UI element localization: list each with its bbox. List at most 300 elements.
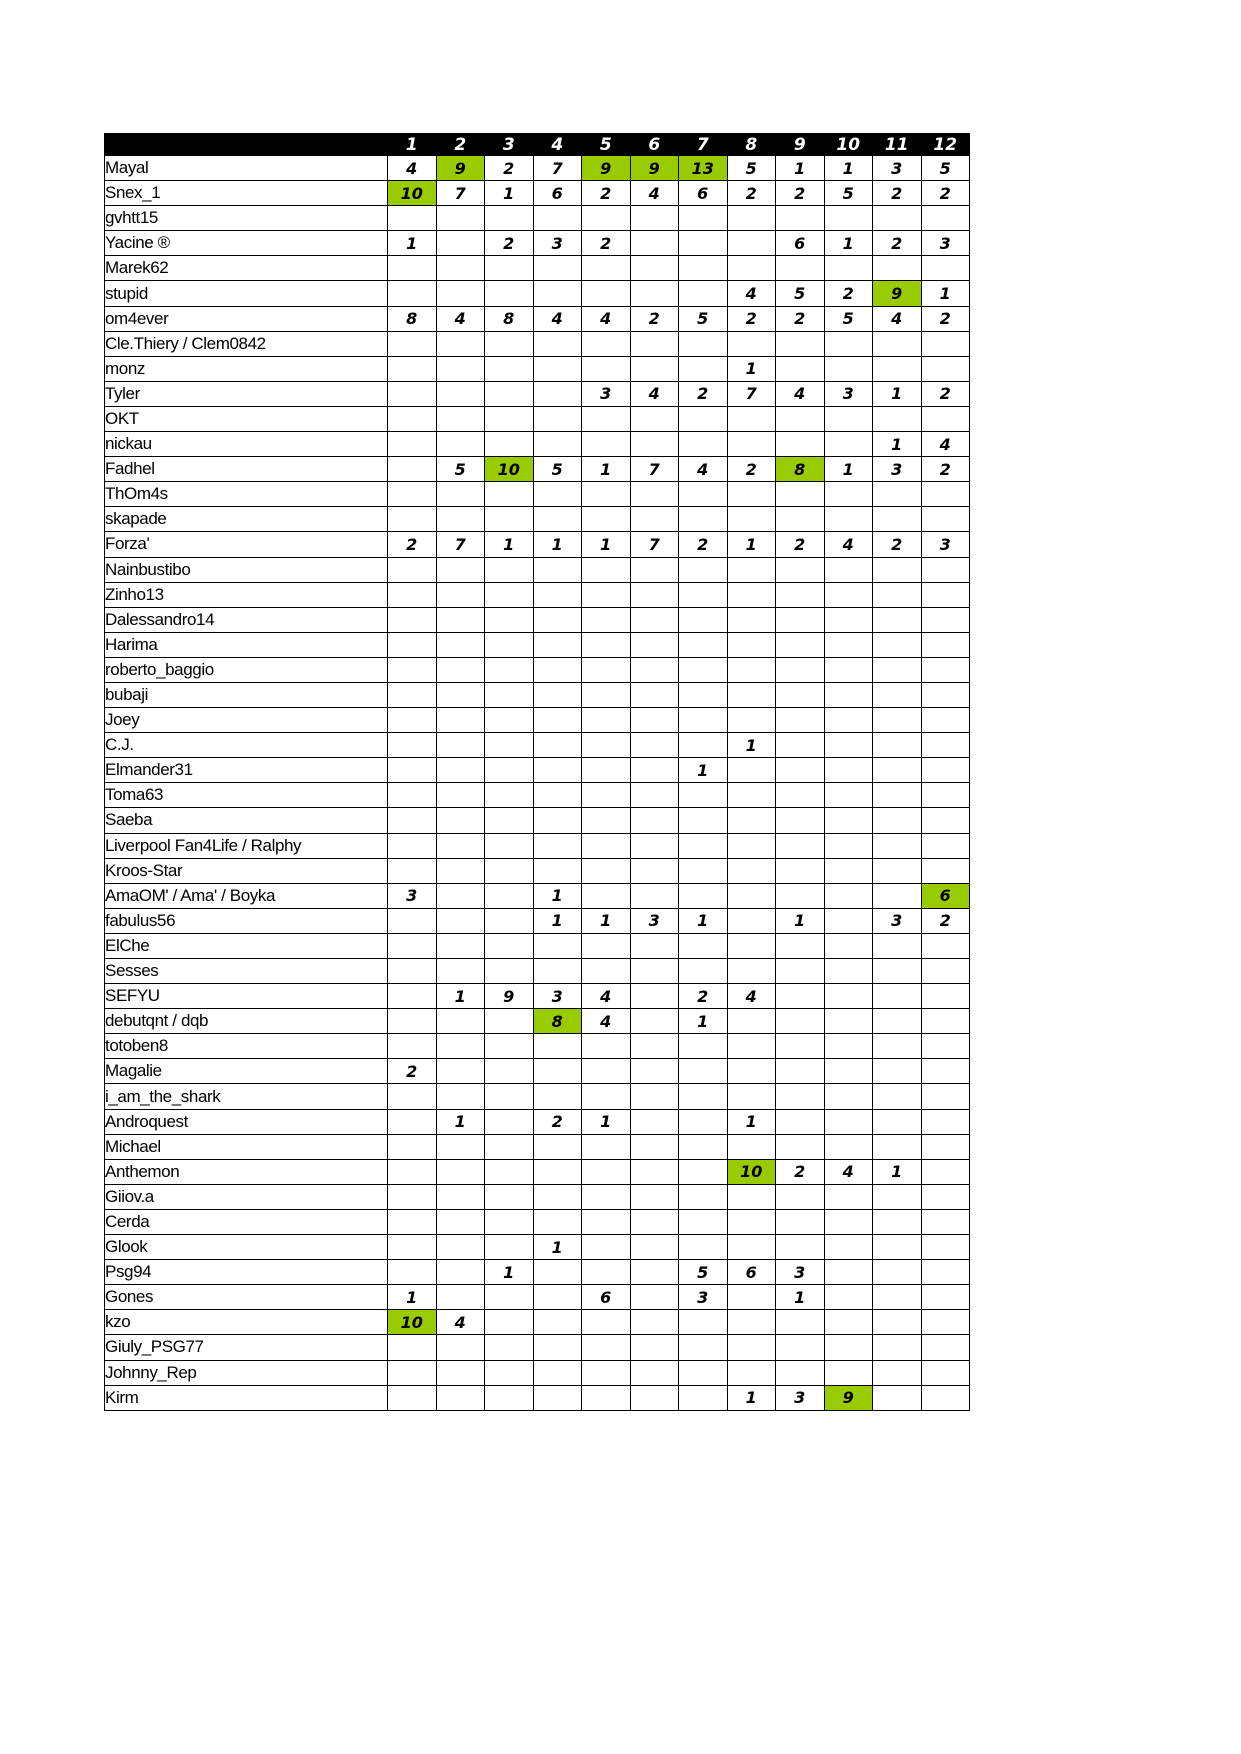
score-cell: 3 [630,908,679,933]
player-name: om4ever [105,306,388,331]
score-cell [582,406,631,431]
table-body [105,156,970,1411]
score-cell [630,858,679,883]
score-cell: 1 [679,758,728,783]
score-cell [388,432,437,457]
score-cell [921,557,970,582]
score-cell [824,1310,873,1335]
score-cell: 4 [873,306,922,331]
score-cell: 4 [679,457,728,482]
score-cell [388,1134,437,1159]
score-cell: 5 [824,181,873,206]
score-cell: 1 [824,457,873,482]
score-cell [533,607,582,632]
score-cell [824,682,873,707]
score-cell [485,607,534,632]
player-name: Giuly_PSG77 [105,1335,388,1360]
score-cell: 2 [776,306,825,331]
player-name: ElChe [105,933,388,958]
score-cell [727,1084,776,1109]
score-cell: 1 [388,1285,437,1310]
score-cell [824,1109,873,1134]
player-name: Cle.Thiery / Clem0842 [105,331,388,356]
score-cell [776,206,825,231]
score-cell [388,1009,437,1034]
score-cell [679,1109,728,1134]
table-row [105,733,970,758]
score-cell: 1 [727,532,776,557]
score-cell [533,557,582,582]
score-cell [679,1034,728,1059]
table-row [105,331,970,356]
score-cell: 2 [776,532,825,557]
score-cell: 3 [533,231,582,256]
header-row [105,134,970,156]
score-cell [582,607,631,632]
score-cell [630,1335,679,1360]
score-cell [921,1285,970,1310]
score-cell [727,682,776,707]
score-cell [824,1184,873,1209]
score-cell [824,657,873,682]
score-cell [824,331,873,356]
score-cell [582,808,631,833]
score-cell: 1 [582,532,631,557]
table-row [105,808,970,833]
score-cell [582,1059,631,1084]
score-cell [921,406,970,431]
score-cell [630,933,679,958]
score-cell [436,507,485,532]
score-cell [388,833,437,858]
score-cell [679,733,728,758]
score-cell [485,883,534,908]
score-cell [533,858,582,883]
score-cell [873,1084,922,1109]
table-row [105,1235,970,1260]
player-name: SEFYU [105,984,388,1009]
score-cell [873,1235,922,1260]
score-cell [388,356,437,381]
score-cell [485,833,534,858]
table-row [105,457,970,482]
table-row [105,1059,970,1084]
score-cell [679,858,728,883]
table-row [105,708,970,733]
score-cell: 1 [485,532,534,557]
score-cell [679,1134,728,1159]
score-cell [630,1385,679,1410]
player-name: AmaOM' / Ama' / Boyka [105,883,388,908]
score-cell [873,708,922,733]
score-cell [582,1134,631,1159]
table-row [105,1209,970,1234]
score-cell [533,381,582,406]
score-cell [873,1059,922,1084]
score-cell [533,1134,582,1159]
score-cell: 2 [873,181,922,206]
score-cell: 1 [873,381,922,406]
score-cell [727,808,776,833]
score-cell [388,331,437,356]
score-cell: 7 [727,381,776,406]
score-cell [388,1209,437,1234]
score-cell [630,959,679,984]
score-cell [436,833,485,858]
score-cell [824,708,873,733]
score-cell [824,1209,873,1234]
score-cell [485,1109,534,1134]
player-name: Psg94 [105,1260,388,1285]
score-cell [776,432,825,457]
score-cell [824,1360,873,1385]
score-cell: 8 [485,306,534,331]
score-cell [921,356,970,381]
score-cell [921,808,970,833]
score-cell: 4 [436,306,485,331]
score-cell [727,1059,776,1084]
player-name: fabulus56 [105,908,388,933]
score-cell [630,231,679,256]
score-cell [533,482,582,507]
score-cell [630,808,679,833]
score-cell [679,1360,728,1385]
score-cell [776,1209,825,1234]
score-cell [727,482,776,507]
score-cell: 4 [630,381,679,406]
player-name: Yacine ® [105,231,388,256]
score-cell [921,1209,970,1234]
score-cell: 5 [436,457,485,482]
score-cell: 5 [776,281,825,306]
column-header: 4 [533,134,582,156]
score-cell [388,281,437,306]
player-name: Michael [105,1134,388,1159]
score-cell [485,1310,534,1335]
score-cell [533,682,582,707]
score-cell [533,933,582,958]
score-cell [436,933,485,958]
score-cell [727,231,776,256]
score-cell [824,482,873,507]
score-cell [824,1084,873,1109]
score-cell: 5 [727,156,776,181]
player-name: Cerda [105,1209,388,1234]
table-row [105,1360,970,1385]
score-cell [776,507,825,532]
score-cell [921,833,970,858]
score-cell [824,833,873,858]
score-cell [921,783,970,808]
score-cell [485,1159,534,1184]
score-cell [582,682,631,707]
score-cell [679,1335,728,1360]
table-row [105,582,970,607]
score-cell: 1 [727,356,776,381]
score-cell [873,331,922,356]
score-cell [824,758,873,783]
score-cell [776,708,825,733]
score-cell [824,607,873,632]
table-row [105,507,970,532]
score-cell: 1 [776,156,825,181]
score-cell [485,858,534,883]
score-cell [485,256,534,281]
score-cell: 2 [485,156,534,181]
score-cell [436,557,485,582]
score-cell [679,482,728,507]
score-cell [727,1310,776,1335]
score-cell [873,1034,922,1059]
score-cell [533,356,582,381]
score-cell-highlighted: 9 [824,1385,873,1410]
score-cell [824,432,873,457]
player-name: Marek62 [105,256,388,281]
score-cell [824,1285,873,1310]
score-cell [582,281,631,306]
score-cell: 1 [727,733,776,758]
score-cell [921,482,970,507]
player-name: monz [105,356,388,381]
score-cell [679,1310,728,1335]
score-cell [873,984,922,1009]
score-cell-highlighted: 9 [873,281,922,306]
score-cell [921,1335,970,1360]
score-cell [485,1285,534,1310]
score-cell [533,1184,582,1209]
score-cell [436,883,485,908]
score-cell [630,758,679,783]
score-cell [921,256,970,281]
score-cell [582,206,631,231]
score-cell [533,1310,582,1335]
score-cell [824,1260,873,1285]
score-cell [388,1360,437,1385]
score-cell [727,1034,776,1059]
score-cell: 1 [436,1109,485,1134]
table-row [105,381,970,406]
score-cell [679,582,728,607]
score-cell [679,256,728,281]
score-cell [630,1084,679,1109]
score-cell [630,733,679,758]
score-cell [873,206,922,231]
score-cell [630,1209,679,1234]
score-cell [485,1235,534,1260]
score-cell [824,1335,873,1360]
score-cell [776,1360,825,1385]
score-cell [630,1109,679,1134]
score-cell [727,858,776,883]
table-row [105,432,970,457]
score-cell [485,933,534,958]
score-cell [388,858,437,883]
score-cell [824,406,873,431]
score-cell [679,657,728,682]
score-cell: 1 [679,1009,728,1034]
table-row [105,1285,970,1310]
score-cell [630,1310,679,1335]
score-cell [727,1009,776,1034]
score-cell [485,356,534,381]
table-row [105,156,970,181]
score-cell [873,657,922,682]
score-cell [776,984,825,1009]
player-name: Saeba [105,808,388,833]
score-cell [436,1009,485,1034]
score-cell [436,582,485,607]
score-cell: 2 [533,1109,582,1134]
score-cell: 4 [776,381,825,406]
score-cell [873,833,922,858]
score-cell [727,331,776,356]
score-cell [582,1360,631,1385]
score-cell [727,1184,776,1209]
score-cell [582,1159,631,1184]
table-row [105,557,970,582]
score-cell [485,1059,534,1084]
score-cell [776,406,825,431]
score-cell [436,1360,485,1385]
score-cell [485,1209,534,1234]
score-cell: 1 [485,181,534,206]
score-cell: 2 [921,306,970,331]
score-cell: 1 [873,432,922,457]
score-cell [824,256,873,281]
score-cell: 2 [873,532,922,557]
score-cell [921,657,970,682]
score-cell [485,733,534,758]
score-cell [727,758,776,783]
score-cell [436,381,485,406]
score-cell [533,331,582,356]
score-cell: 7 [436,532,485,557]
score-cell [679,331,728,356]
score-cell [921,1059,970,1084]
score-cell [921,632,970,657]
score-cell [388,607,437,632]
table-row [105,482,970,507]
score-cell [630,482,679,507]
score-cell [630,1009,679,1034]
score-cell [873,883,922,908]
score-cell [436,607,485,632]
score-cell [679,883,728,908]
table-row [105,833,970,858]
score-cell [873,1260,922,1285]
score-cell: 1 [582,457,631,482]
player-name: Joey [105,708,388,733]
table-row [105,682,970,707]
score-cell [436,1134,485,1159]
score-cell [679,1235,728,1260]
score-cell [727,256,776,281]
score-cell [921,1034,970,1059]
score-cell [582,1260,631,1285]
score-cell [776,1034,825,1059]
score-cell [776,557,825,582]
score-cell [873,256,922,281]
score-cell [873,632,922,657]
score-cell [873,607,922,632]
score-cell [921,1360,970,1385]
score-cell: 2 [582,181,631,206]
score-cell [727,607,776,632]
score-cell: 3 [873,457,922,482]
score-cell [873,808,922,833]
score-cell [727,632,776,657]
table-row [105,632,970,657]
score-cell [582,432,631,457]
score-cell [436,1084,485,1109]
score-cell [921,1184,970,1209]
score-cell [436,783,485,808]
score-cell-highlighted: 10 [388,1310,437,1335]
score-cell [388,557,437,582]
score-cell [485,1084,534,1109]
score-cell: 1 [776,908,825,933]
score-cell [485,1360,534,1385]
score-cell [679,1385,728,1410]
table-row [105,1009,970,1034]
score-cell [679,1084,728,1109]
score-cell [388,733,437,758]
score-cell: 1 [824,156,873,181]
score-cell [485,381,534,406]
score-cell [485,1034,534,1059]
score-cell [873,582,922,607]
score-cell: 2 [485,231,534,256]
score-cell [824,808,873,833]
score-cell: 3 [873,156,922,181]
player-name: Liverpool Fan4Life / Ralphy [105,833,388,858]
score-cell [776,1335,825,1360]
score-cell [679,1159,728,1184]
score-cell [921,607,970,632]
score-cell [388,682,437,707]
score-cell [533,256,582,281]
score-cell: 5 [533,457,582,482]
player-name: ThOm4s [105,482,388,507]
table-row [105,356,970,381]
score-cell [388,582,437,607]
score-cell [630,708,679,733]
score-cell: 2 [727,457,776,482]
column-header: 8 [727,134,776,156]
score-cell-highlighted: 6 [921,883,970,908]
column-header: 7 [679,134,728,156]
score-cell [873,1134,922,1159]
score-cell [824,1134,873,1159]
score-cell [630,657,679,682]
score-cell: 1 [921,281,970,306]
score-cell [533,281,582,306]
table-row [105,1159,970,1184]
score-cell [533,1034,582,1059]
score-cell: 3 [388,883,437,908]
column-header: 6 [630,134,679,156]
player-name: Snex_1 [105,181,388,206]
score-cell [582,657,631,682]
score-cell: 4 [436,1310,485,1335]
score-cell [776,582,825,607]
score-cell [824,984,873,1009]
score-cell [776,632,825,657]
score-cell: 2 [824,281,873,306]
table-row [105,1260,970,1285]
player-name: Anthemon [105,1159,388,1184]
score-cell [485,432,534,457]
